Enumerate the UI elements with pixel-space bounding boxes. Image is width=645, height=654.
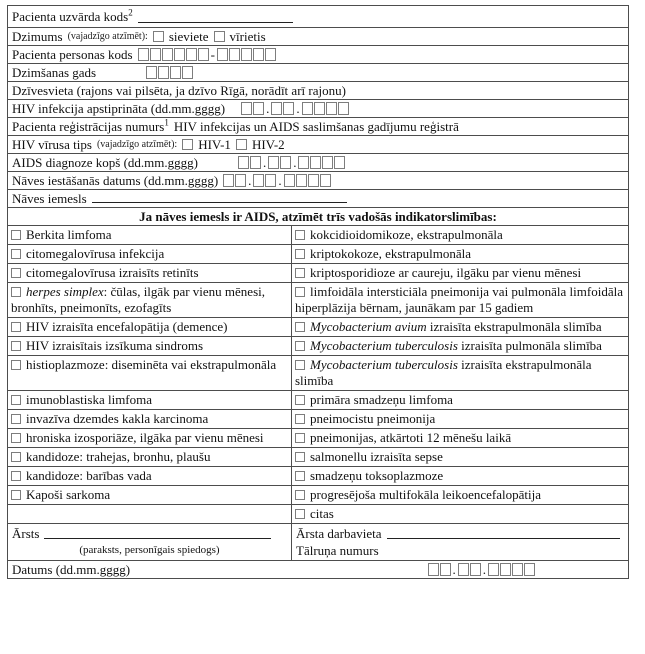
hiv1-label: HIV-1 (198, 137, 231, 152)
digit-box[interactable] (158, 66, 169, 79)
row-residence (8, 81, 628, 99)
checklist-cell-right (292, 226, 628, 244)
digit-box[interactable] (488, 563, 499, 576)
disease-checkbox[interactable] (11, 360, 21, 370)
checklist-row (8, 317, 628, 336)
row-form-date (8, 560, 628, 578)
personal-code-boxes (138, 48, 277, 61)
checklist-cell-left (8, 264, 292, 282)
digit-box[interactable] (241, 48, 252, 61)
disease-label: hroniska izosporiāze, ilgāka par vienu mēnesi (26, 430, 264, 445)
checklist-cell-right (292, 283, 628, 317)
digit-box[interactable] (470, 563, 481, 576)
row-doctor (8, 523, 628, 560)
personal-code-label: Pacienta personas kods (12, 47, 133, 62)
box-separator: . (293, 155, 297, 170)
death-cause-blank[interactable] (92, 202, 347, 203)
box-separator: . (248, 173, 252, 188)
footnote-ref-1: 1 (164, 117, 169, 128)
disease-checkbox[interactable] (295, 360, 305, 370)
gender-male-label: vīrietis (229, 29, 266, 44)
disease-checkbox[interactable] (295, 414, 305, 424)
digit-box[interactable] (458, 563, 469, 576)
digit-box[interactable] (284, 174, 295, 187)
disease-label: HIV izraisīta encefalopātija (demence) (26, 319, 228, 334)
digit-box[interactable] (283, 102, 294, 115)
digit-box[interactable] (268, 156, 279, 169)
disease-checkbox[interactable] (295, 509, 305, 519)
digit-box[interactable] (174, 48, 185, 61)
checklist-cell-right (292, 245, 628, 263)
digit-box[interactable] (334, 156, 345, 169)
hiv-confirmed-label: HIV infekcija apstiprināta (dd.mm.gggg) (12, 101, 226, 116)
footnote-ref-2: 2 (128, 7, 133, 18)
disease-checkbox[interactable] (11, 490, 21, 500)
digit-box[interactable] (241, 102, 252, 115)
checklist-cell-left (8, 448, 292, 466)
digit-box[interactable] (302, 102, 313, 115)
digit-box[interactable] (265, 174, 276, 187)
checklist-cell-right (292, 410, 628, 428)
box-separator: - (210, 47, 215, 62)
digit-box[interactable] (280, 156, 291, 169)
aids-since-date-boxes (238, 156, 347, 169)
gender-female-checkbox[interactable] (153, 31, 164, 42)
disease-label: salmonellu izraisīta sepse (310, 449, 443, 464)
phone-label: Tālruņa numurs (296, 543, 379, 558)
digit-box[interactable] (253, 48, 264, 61)
disease-checkbox[interactable] (295, 490, 305, 500)
checklist-row (8, 390, 628, 409)
birth-year-boxes (146, 66, 194, 79)
checklist-row (8, 409, 628, 428)
checklist-cell-right (292, 486, 628, 504)
checklist-row (8, 282, 628, 317)
checklist-row (8, 355, 628, 390)
checklist-cell-right (292, 505, 628, 523)
digit-box[interactable] (271, 102, 282, 115)
disease-checkbox[interactable] (11, 287, 21, 297)
disease-checkbox[interactable] (295, 471, 305, 481)
checklist-cell-left (8, 410, 292, 428)
death-date-label: Nāves iestāšanās datums (dd.mm.gggg) (12, 173, 219, 188)
death-cause-label: Nāves iemesls (12, 191, 87, 206)
checklist-cell-left (8, 245, 292, 263)
digit-box[interactable] (235, 174, 246, 187)
disease-label: invazīva dzemdes kakla karcinoma (26, 411, 209, 426)
section-header (8, 207, 628, 225)
row-hiv-confirmed (8, 99, 628, 117)
residence-label: Dzīvesvieta (rajons vai pilsēta, ja dzīvo Rīgā, norādīt arī rajonu) (12, 83, 346, 98)
disease-checkbox[interactable] (11, 230, 21, 240)
box-separator: . (266, 101, 270, 116)
digit-box[interactable] (138, 48, 149, 61)
row-death-cause (8, 189, 628, 207)
digit-box[interactable] (217, 48, 228, 61)
checklist-row (8, 466, 628, 485)
checklist-cell-left (8, 337, 292, 355)
section-header-text: Ja nāves iemesls ir AIDS, atzīmēt trīs vadošās indikatorslimības: (139, 209, 497, 224)
checklist-cell-right (292, 318, 628, 336)
disease-label: kandidoze: trahejas, bronhu, plaušu (26, 449, 211, 464)
box-separator: . (296, 101, 300, 116)
disease-label: progresējoša multifokāla leikoencefalopātija (310, 487, 542, 502)
box-separator: . (452, 562, 456, 577)
disease-name-latin: Mycobacterium tuberculosis (310, 357, 458, 372)
disease-name-latin: Mycobacterium tuberculosis (310, 338, 458, 353)
digit-box[interactable] (250, 156, 261, 169)
digit-box[interactable] (182, 66, 193, 79)
disease-checkbox[interactable] (11, 433, 21, 443)
checklist-cell-left (8, 467, 292, 485)
row-gender (8, 27, 628, 45)
surname-code-blank[interactable] (138, 22, 293, 23)
digit-box[interactable] (322, 156, 333, 169)
digit-box[interactable] (186, 48, 197, 61)
digit-box[interactable] (310, 156, 321, 169)
registration-label (12, 119, 169, 134)
digit-box[interactable] (229, 48, 240, 61)
row-personal-code (8, 45, 628, 63)
digit-box[interactable] (198, 48, 209, 61)
disease-label: smadzeņu toksoplazmoze (310, 468, 444, 483)
checklist-cell-left (8, 391, 292, 409)
doctor-cell (8, 524, 292, 560)
surname-code-label (12, 9, 133, 24)
digit-box[interactable] (146, 66, 157, 79)
digit-box[interactable] (326, 102, 337, 115)
workplace-label: Ārsta darbavieta (296, 526, 382, 541)
disease-label: limfoidāla intersticiāla pneimonija vai pulmonāla limfoidāla hiperplāzija bērnam, jaunākam par 15 gadiem (295, 284, 623, 315)
hiv2-checkbox[interactable] (236, 139, 247, 150)
hiv2-label: HIV-2 (251, 137, 285, 152)
disease-label: kokcidioidomikoze, ekstrapulmonāla (310, 227, 503, 242)
disease-name-latin: herpes simplex (26, 284, 104, 299)
doctor-label: Ārsts (12, 526, 40, 541)
row-birth-year (8, 63, 628, 81)
disease-label: Berkita limfoma (26, 227, 112, 242)
digit-box[interactable] (428, 563, 439, 576)
disease-label: pneimonijas, atkārtoti 12 mēnešu laikā (310, 430, 512, 445)
disease-checkbox[interactable] (11, 452, 21, 462)
disease-label: pneimocistu pneimonija (310, 411, 436, 426)
box-separator: . (482, 562, 486, 577)
gender-label: Dzimums (12, 29, 63, 44)
disease-label: Kapoši sarkoma (26, 487, 111, 502)
digit-box[interactable] (162, 48, 173, 61)
disease-checkbox[interactable] (11, 322, 21, 332)
checklist-row (8, 428, 628, 447)
disease-label: histioplazmoze: diseminēta vai ekstrapulmonāla (26, 357, 277, 372)
hiv-aids-death-report-form (7, 5, 629, 579)
indicator-checklist (8, 225, 628, 523)
disease-label: citomegalovīrusa izraisīts retinīts (26, 265, 199, 280)
disease-label: imunoblastiska limfoma (26, 392, 153, 407)
form-date-boxes (428, 563, 537, 576)
box-separator: . (278, 173, 282, 188)
digit-box[interactable] (440, 563, 451, 576)
checklist-row (8, 263, 628, 282)
digit-box[interactable] (308, 174, 319, 187)
disease-checkbox[interactable] (11, 471, 21, 481)
disease-checkbox[interactable] (295, 230, 305, 240)
disease-checkbox[interactable] (295, 341, 305, 351)
doctor-signature-blank[interactable] (44, 538, 271, 539)
row-registration-number (8, 117, 628, 135)
digit-box[interactable] (150, 48, 161, 61)
doctor-signature-note: (paraksts, personīgais spiedogs) (79, 544, 220, 556)
checklist-cell-right (292, 467, 628, 485)
disease-label: kriptokokoze, ekstrapulmonāla (310, 246, 472, 261)
gender-note: (vajadzīgo atzīmēt): (67, 31, 148, 42)
registration-label-text: Pacienta reģistrācijas numurs (12, 119, 165, 134)
disease-label: HIV izraisītais izsīkuma sindroms (26, 338, 204, 353)
checklist-cell-left (8, 226, 292, 244)
checklist-cell-left (8, 486, 292, 504)
registration-label-rest: HIV infekcijas un AIDS saslimšanas gadījumu reģistrā (173, 119, 459, 134)
disease-checkbox[interactable] (295, 287, 305, 297)
virus-type-note: (vajadzīgo atzīmēt): (96, 139, 178, 150)
digit-box[interactable] (500, 563, 511, 576)
checklist-cell-right (292, 391, 628, 409)
workplace-cell (292, 524, 628, 560)
checklist-row (8, 485, 628, 504)
disease-checkbox[interactable] (295, 433, 305, 443)
workplace-blank[interactable] (387, 538, 620, 539)
disease-checkbox[interactable] (11, 341, 21, 351)
birth-year-label: Dzimšanas gads (12, 65, 97, 80)
disease-label: citas (310, 506, 334, 521)
checklist-row (8, 336, 628, 355)
disease-checkbox[interactable] (11, 414, 21, 424)
gender-male-checkbox[interactable] (214, 31, 225, 42)
gender-female-label: sieviete (168, 29, 209, 44)
digit-box[interactable] (320, 174, 331, 187)
checklist-cell-right (292, 337, 628, 355)
digit-box[interactable] (253, 102, 264, 115)
digit-box[interactable] (265, 48, 276, 61)
checklist-cell-left (8, 318, 292, 336)
digit-box[interactable] (296, 174, 307, 187)
digit-box[interactable] (238, 156, 249, 169)
disease-label: kandidoze: barības vada (26, 468, 152, 483)
digit-box[interactable] (338, 102, 349, 115)
checklist-row (8, 447, 628, 466)
disease-label: : čūlas, ilgāk par vienu mēnesi, bronhīts, pneimonīts, ezofagīts (11, 284, 265, 315)
disease-checkbox[interactable] (295, 268, 305, 278)
digit-box[interactable] (524, 563, 535, 576)
checklist-cell-left (8, 356, 292, 390)
digit-box[interactable] (170, 66, 181, 79)
disease-label: primāra smadzeņu limfoma (310, 392, 453, 407)
surname-code-label-text: Pacienta uzvārda kods (12, 9, 129, 24)
disease-checkbox[interactable] (11, 249, 21, 259)
disease-label: kriptosporidioze ar caureju, ilgāku par vienu mēnesi (310, 265, 582, 280)
disease-label: izraisīta ekstrapulmonāla slimība (295, 357, 592, 388)
virus-type-label: HIV vīrusa tips (12, 137, 92, 152)
row-virus-type (8, 135, 628, 153)
box-separator: . (262, 155, 267, 170)
disease-name-latin: Mycobacterium avium (310, 319, 427, 334)
digit-box[interactable] (314, 102, 325, 115)
hiv1-checkbox[interactable] (182, 139, 193, 150)
checklist-cell-right (292, 264, 628, 282)
row-aids-since (8, 153, 628, 171)
digit-box[interactable] (223, 174, 234, 187)
disease-checkbox[interactable] (295, 249, 305, 259)
disease-label: izraisīta pulmonāla slimība (457, 338, 602, 353)
checklist-cell-right (292, 356, 628, 390)
checklist-row (8, 504, 628, 523)
disease-label: citomegalovīrusa infekcija (26, 246, 165, 261)
digit-box[interactable] (512, 563, 523, 576)
checklist-cell-left (8, 505, 292, 523)
hiv-confirmed-date-boxes (241, 102, 350, 115)
aids-since-label: AIDS diagnoze kopš (dd.mm.gggg) (12, 155, 198, 170)
disease-checkbox[interactable] (295, 322, 305, 332)
row-death-date (8, 171, 628, 189)
disease-checkbox[interactable] (11, 268, 21, 278)
checklist-row (8, 244, 628, 263)
row-surname-code (8, 6, 628, 27)
checklist-cell-right (292, 448, 628, 466)
form-date-label: Datums (dd.mm.gggg) (12, 562, 131, 577)
digit-box[interactable] (253, 174, 264, 187)
checklist-cell-left (8, 283, 292, 317)
disease-checkbox[interactable] (295, 452, 305, 462)
checklist-cell-left (8, 429, 292, 447)
disease-checkbox[interactable] (11, 395, 21, 405)
digit-box[interactable] (298, 156, 309, 169)
disease-label: izraisīta ekstrapulmonāla slimība (426, 319, 602, 334)
disease-checkbox[interactable] (295, 395, 305, 405)
checklist-row (8, 225, 628, 244)
checklist-cell-right (292, 429, 628, 447)
death-date-boxes (223, 174, 332, 187)
